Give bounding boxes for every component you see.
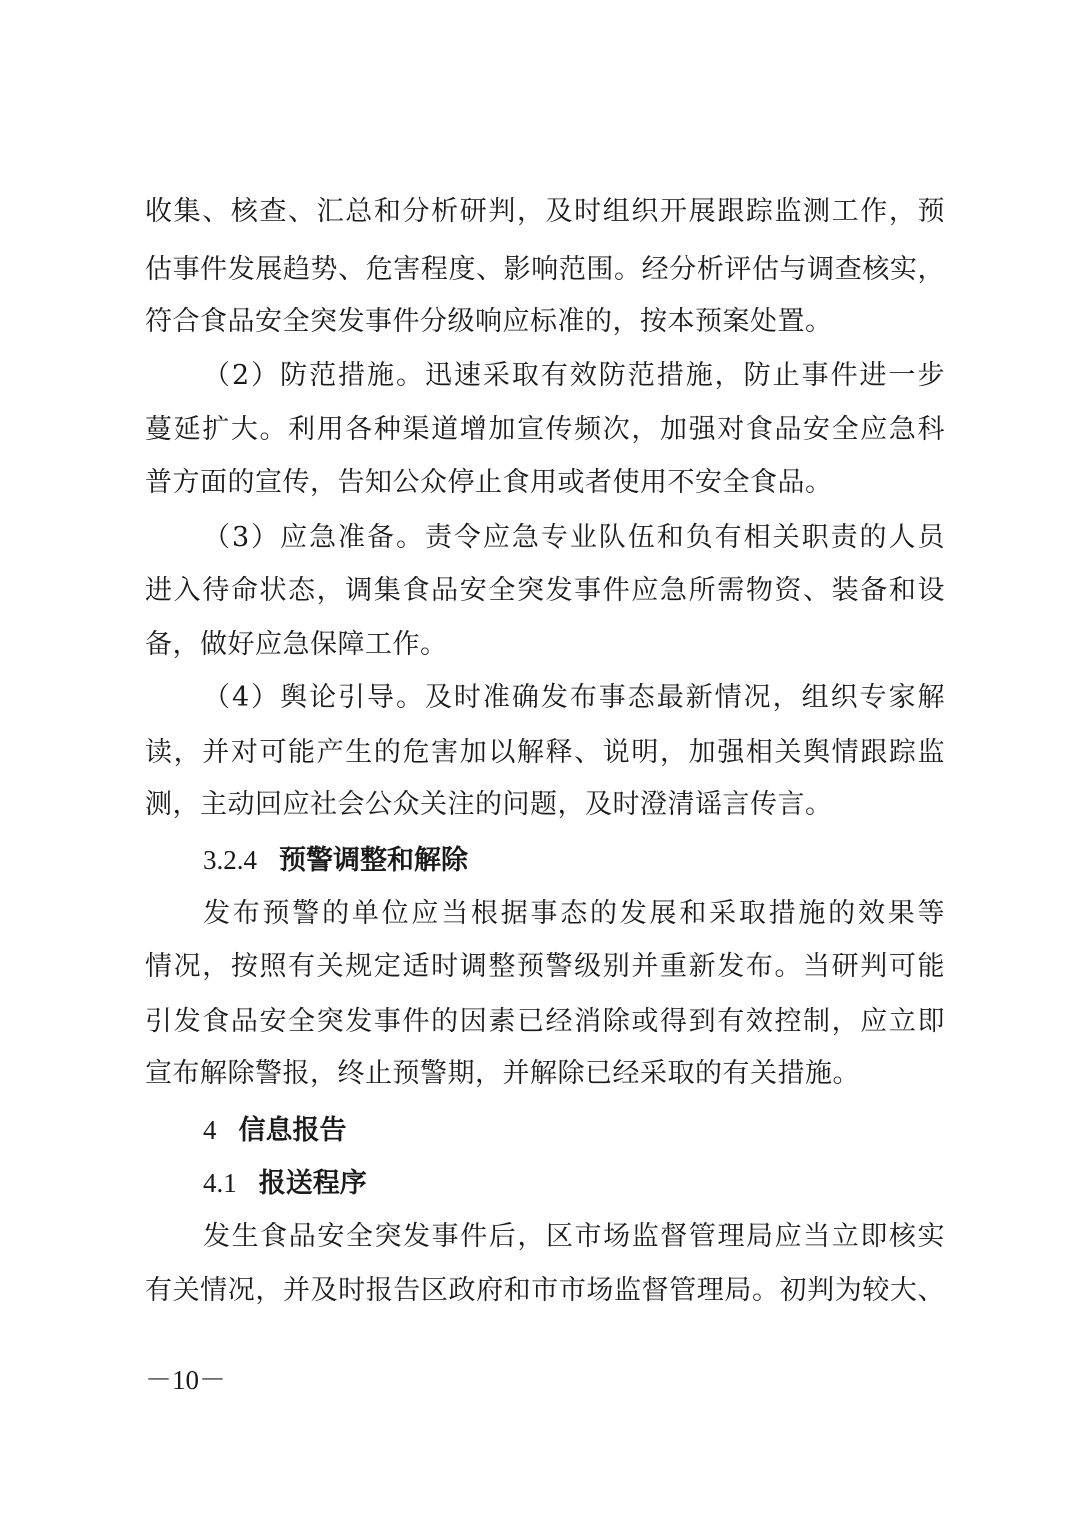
heading-number: 4.1 (203, 1168, 237, 1198)
text-line: 测，主动回应社会公众关注的问题，及时澄清谣言传言。 (145, 789, 833, 820)
text-line: 备，做好应急保障工作。 (145, 629, 448, 660)
text-line: 情况，按照有关规定适时调整预警级别并重新发布。当研判可能 (145, 951, 945, 982)
text-line: 收集、核查、汇总和分析研判，及时组织开展跟踪监测工作，预 (145, 196, 945, 227)
text-line: 引发食品安全突发事件的因素已经消除或得到有效控制，应立即 (145, 1006, 945, 1037)
text-line: 估事件发展趋势、危害程度、影响范围。经分析评估与调查核实， (145, 254, 945, 285)
text-line: 读，并对可能产生的危害加以解释、说明，加强相关舆情跟踪监 (145, 737, 945, 768)
text-line: （2）防范措施。迅速采取有效防范措施，防止事件进一步 (203, 360, 945, 391)
text-line: （3）应急准备。责令应急专业队伍和负有相关职责的人员 (203, 522, 945, 553)
heading-number: 3.2.4 (203, 845, 257, 875)
text-line: 普方面的宣传，告知公众停止食用或者使用不安全食品。 (145, 467, 833, 498)
section-heading-4-1 (203, 1163, 367, 1204)
page-number: －10－ (145, 1365, 226, 1395)
text-line: （4）舆论引导。及时准确发布事态最新情况，组织专家解 (203, 682, 945, 713)
text-line: 蔓延扩大。利用各种渠道增加宣传频次，加强对食品安全应急科 (145, 414, 945, 445)
heading-title: 预警调整和解除 (279, 845, 468, 876)
text-line: 符合食品安全突发事件分级响应标准的，按本预案处置。 (145, 306, 833, 337)
text-line: 宣布解除警报，终止预警期，并解除已经采取的有关措施。 (145, 1058, 860, 1089)
section-heading-4 (203, 1110, 347, 1151)
heading-number: 4 (203, 1115, 217, 1145)
section-heading-3-2-4 (203, 840, 468, 881)
text-line: 有关情况，并及时报告区政府和市市场监督管理局。初判为较大、 (145, 1275, 945, 1306)
text-line: 进入待命状态，调集食品安全突发事件应急所需物资、装备和设 (145, 575, 945, 606)
heading-title: 信息报告 (238, 1115, 347, 1146)
text-line: 发布预警的单位应当根据事态的发展和采取措施的效果等 (203, 898, 945, 929)
text-line: 发生食品安全突发事件后，区市场监督管理局应当立即核实 (203, 1221, 945, 1252)
heading-title: 报送程序 (258, 1168, 367, 1199)
